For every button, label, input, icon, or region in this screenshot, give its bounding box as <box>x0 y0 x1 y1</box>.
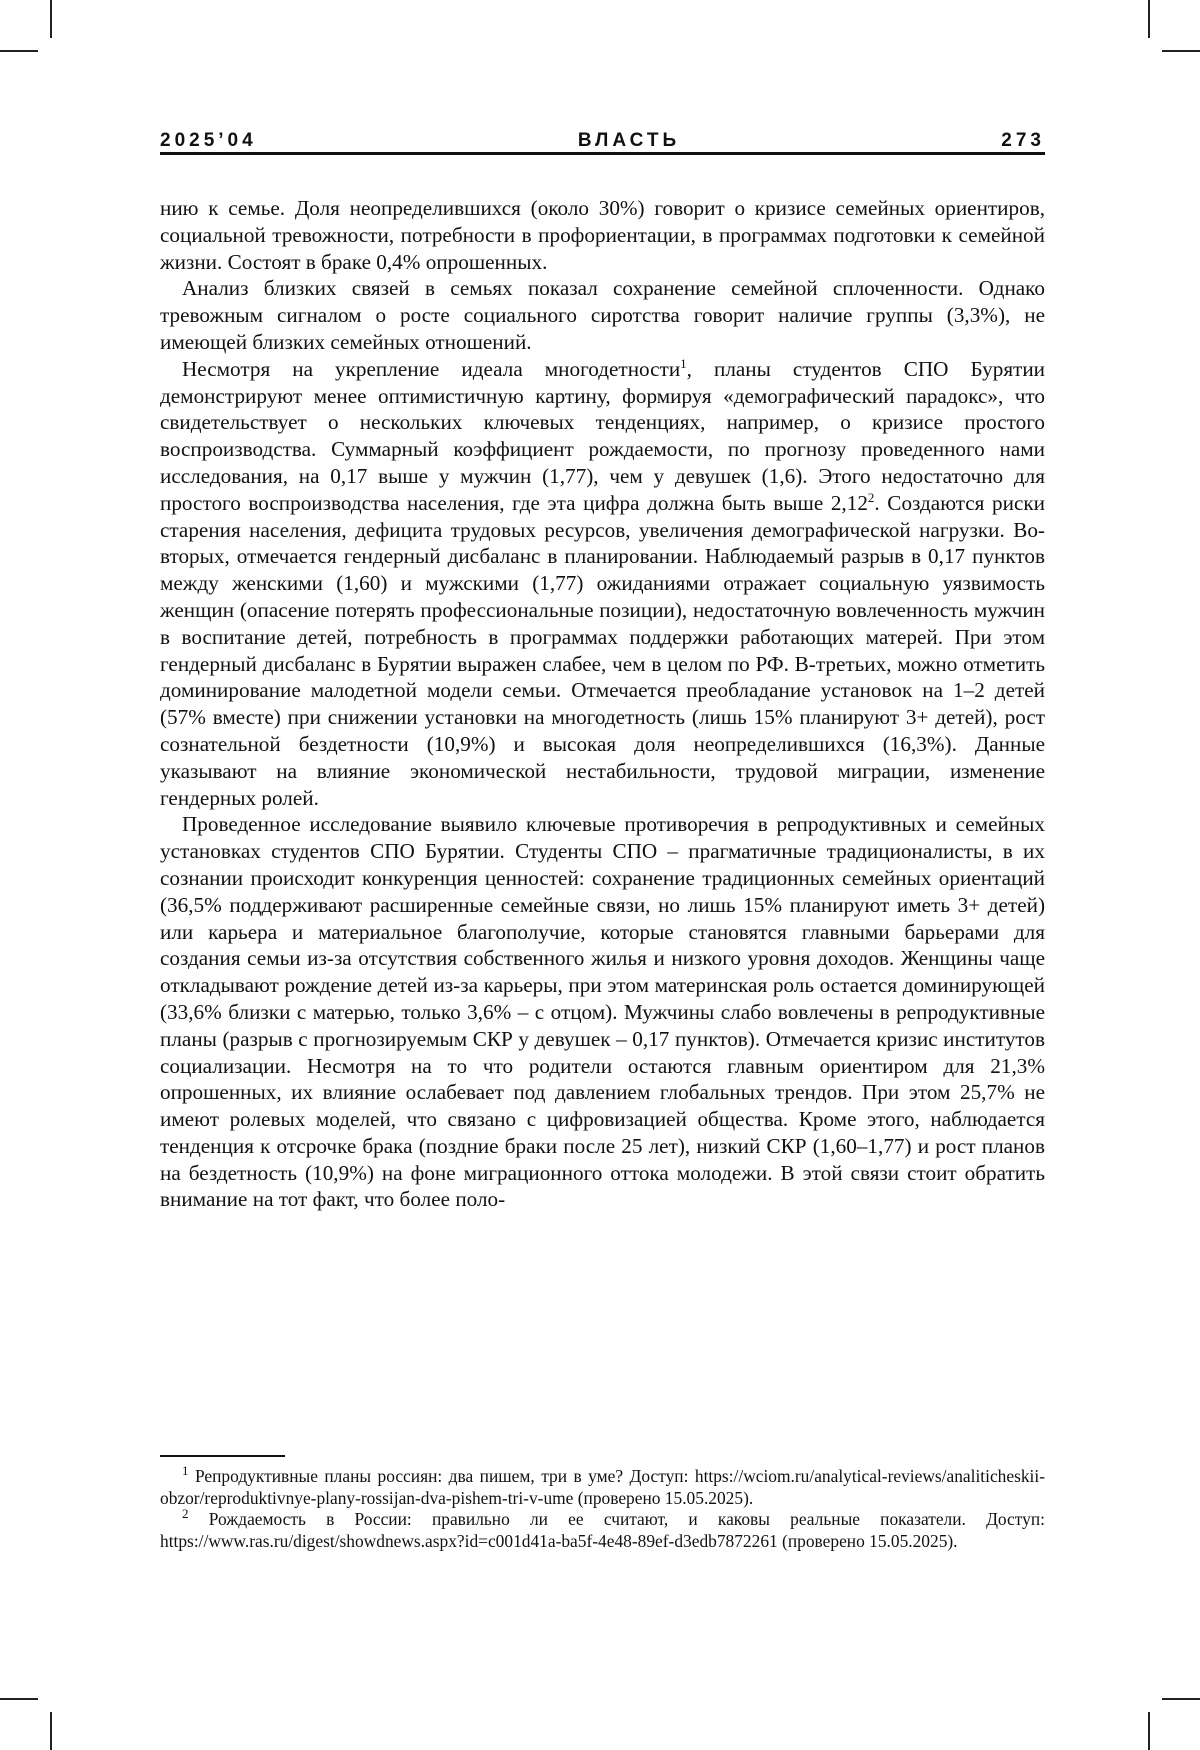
issue-number: 2025’04 <box>160 130 257 151</box>
footnote-1-number: 1 <box>182 1463 189 1479</box>
paragraph-4: Проведенное исследование выявило ключевые противоречия в репродуктивных и семейных установках студентов СПО Бурятии. Студенты СПО – прагматичные традиционалисты, в их сознании происходит конкуренция ценностей: сохранение традиционных семейных ориентаций (36,5% поддерживают расширенные семейные связи, но лишь 15% планируют иметь 3+ детей) или карьера и материальное благополучие, которые становятся главными барьерами для создания семьи из-за отсутствия собственного жилья и низкого уровня доходов. Женщины чаще откладывают рождение детей из-за карьеры, при этом материнская роль остается доминирующей (33,6% близки с матерью, только 3,6% – с отцом). Мужчины слабо вовлечены в репродуктивные планы (разрыв с прогнозируемым СКР у девушек – 0,17 пунктов). Отмечается кризис институтов социализации. Несмотря на то что родители остаются главным ориентиром для 21,3% опрошенных, их влияние ослабевает под давлением глобальных трендов. При этом 25,7% не имеют ролевых моделей, что связано с цифровизацией общества. Кроме этого, наблюдается тенденция к отсрочке брака (поздние браки после 25 лет), низкий СКР (1,60–1,77) и рост планов на бездетность (10,9%) на фоне миграционного оттока молодежи. В этой связи стоит обратить внимание на тот факт, что более поло- <box>160 812 1045 1212</box>
footnote-2 <box>160 1506 1045 1552</box>
footnote-separator <box>160 1455 285 1457</box>
paragraph-3-part-a: Несмотря на укрепление идеала многодетности <box>182 356 681 381</box>
footnote-2-text: Рождаемость в России: правильно ли ее считают, и каковы реальные показатели. Доступ: https://www.ras.ru/digest/showdnews.aspx?id=c001d41a-ba5f-4e48-89ef-d3edb7872261 (проверено 15.05.2025). <box>160 1509 1045 1551</box>
header-rule <box>160 152 1045 155</box>
page-number: 273 <box>1001 130 1045 151</box>
journal-title: ВЛАСТЬ <box>577 130 681 151</box>
footnote-ref-1[interactable]: 1 <box>680 355 687 371</box>
paragraph-3-part-c: . Создаются риски старения населения, дефицита трудовых ресурсов, увеличения демографической нагрузки. Во-вторых, отмечается гендерный дисбаланс в планировании. Наблюдаемый разрыв в 0,17 пунктов между женскими (1,60) и мужскими (1,77) ожиданиями отражает социальную уязвимость женщин (опасение потерять профессиональные позиции), недостаточную вовлеченность мужчин в воспитание детей, потребность в программах поддержки работающих матерей. При этом гендерный дисбаланс в Бурятии выражен слабее, чем в целом по РФ. В-третьих, можно отметить доминирование малодетной модели семьи. Отмечается преобладание установок на 1–2 детей (57% вместе) при снижении установки на многодетность (лишь 15% планируют 3+ детей), рост сознательной бездетности (10,9%) и высокая доля неопределившихся (16,3%). Данные указывают на влияние экономической нестабильности, трудовой миграции, изменение гендерных ролей. <box>160 490 1045 810</box>
crop-mark-top-right-h <box>1162 50 1200 52</box>
footnotes <box>160 1463 1045 1552</box>
paragraph-1: нию к семье. Доля неопределившихся (около 30%) говорит о кризисе семейных ориентиров, социальной тревожности, потребности в профориентации, в программах подготовки к семейной жизни. Состоят в браке 0,4% опрошенных. <box>160 196 1045 274</box>
footnote-1-text: Репродуктивные планы россиян: два пишем, три в уме? Доступ: https://wciom.ru/analytical-reviews/analiticheskii-obzor/reproduktivnye-plany-rossijan-dva-pishem-tri-v-ume (проверено 15.05.2025). <box>160 1466 1045 1508</box>
article-body <box>160 195 1045 1213</box>
crop-mark-bottom-left-h <box>0 1698 38 1700</box>
crop-mark-top-left <box>50 0 52 38</box>
paragraph-3-part-b: , планы студентов СПО Бурятии демонстрируют менее оптимистичную картину, формируя «демографический парадокс», что свидетельствует о нескольких ключевых тенденциях, например, о кризисе простого воспроизводства. Суммарный коэффициент рождаемости, по прогнозу проведенного нами исследования, на 0,17 выше у мужчин (1,77), чем у девушек (1,6). Этого недостаточно для простого воспроизводства населения, где эта цифра должна быть выше 2,12 <box>160 356 1045 515</box>
crop-mark-bottom-right <box>1148 1712 1150 1750</box>
footnote-ref-2[interactable]: 2 <box>867 489 875 505</box>
paragraph-3 <box>160 356 1045 812</box>
crop-mark-top-left-h <box>0 50 38 52</box>
paragraph-2: Анализ близких связей в семьях показал сохранение семейной сплоченности. Однако тревожным сигналом о росте социального сиротства говорит наличие группы (3,3%), не имеющей близких семейных отношений. <box>160 276 1045 354</box>
crop-mark-bottom-left <box>50 1712 52 1750</box>
footnote-1 <box>160 1463 1045 1509</box>
crop-mark-top-right <box>1148 0 1150 38</box>
crop-mark-bottom-right-h <box>1162 1698 1200 1700</box>
footnote-2-number: 2 <box>182 1506 189 1522</box>
